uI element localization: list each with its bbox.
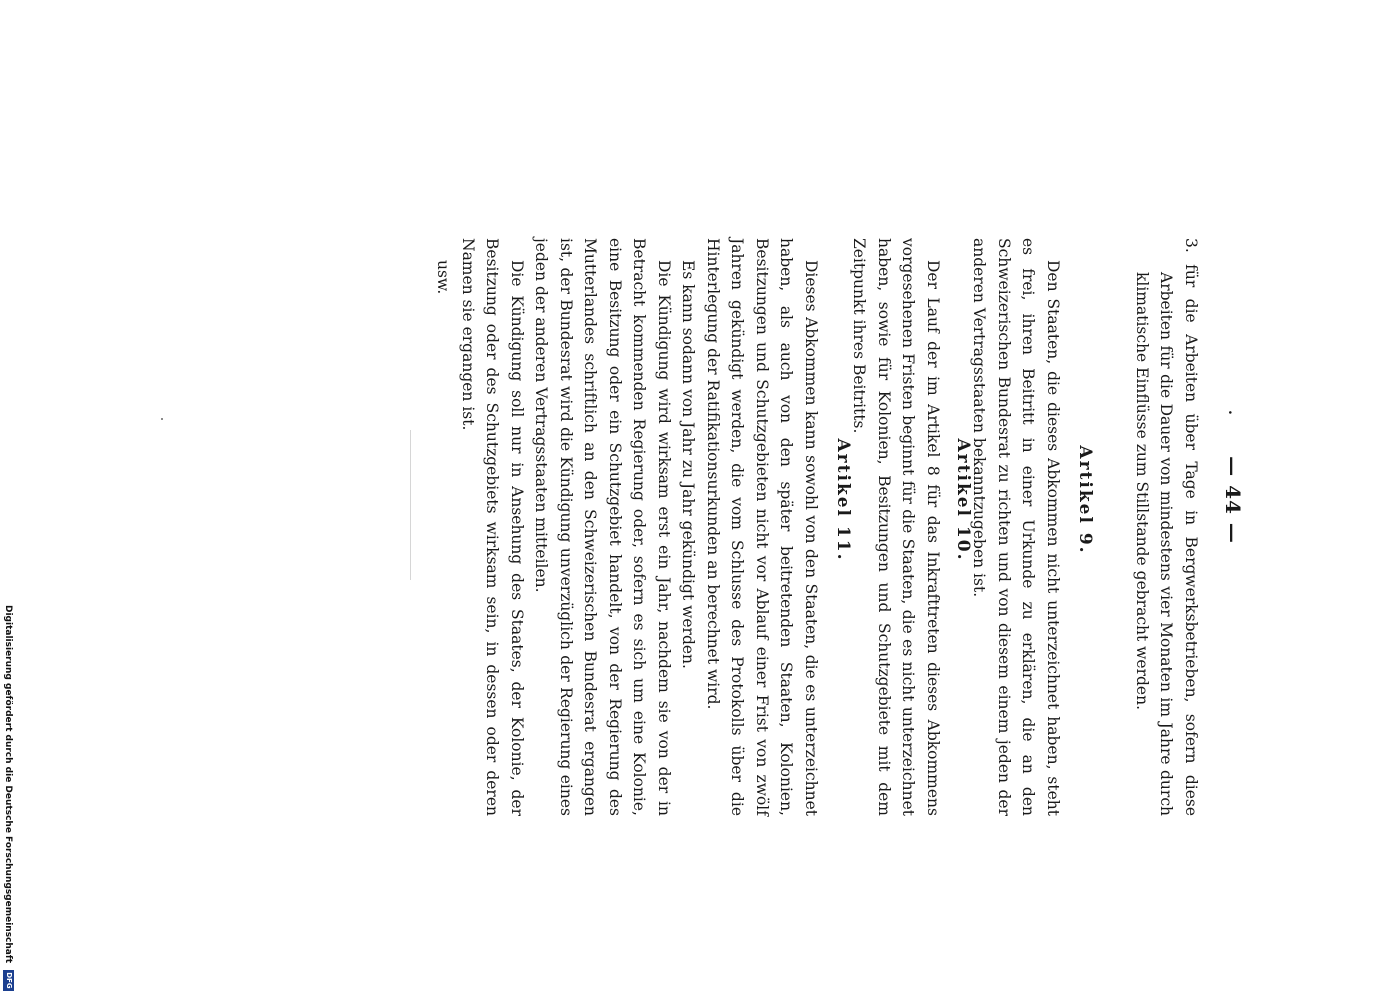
digitization-credit-text: Digitalisierung gefördert durch die Deutsche Forschungsgemeinschaft	[3, 605, 13, 964]
artikel-11-paragraph-2: Es kann sodann von Jahr zu Jahr gekündigt werden.	[679, 260, 698, 669]
list-item-3: 3. für die Arbeiten über Tage in Bergwerksbetrieben, sofern diese Arbeiten für die Dauer von mindestens vier Monaten im Jahre durch klimatische Einflüsse zum Stillstande gebracht werden.	[1133, 238, 1200, 816]
artikel-11-paragraph-4: Die Kündigung soll nur in Ansehung des Staates, der Kolonie, der Besitzung oder des Schutzgebiets wirksam sein, in dessen oder deren Namen sie ergangen ist.	[459, 238, 526, 816]
heading-artikel-11: Artikel 11.	[833, 438, 853, 562]
artikel-9-paragraph: Den Staaten, die dieses Abkommen nicht unterzeichnet haben, steht es frei, ihren Beitritt in einer Urkunde zu erklären, die an den Schweizerischen Bundesrat zu richten und von diesem einem jeden der anderen Vertragsstaaten bekanntzugeben ist.	[970, 238, 1062, 816]
dfg-logo: DFG	[5, 972, 13, 989]
usw-line: usw.	[434, 260, 453, 295]
heading-artikel-10: Artikel 10.	[953, 438, 973, 562]
heading-artikel-9: Artikel 9.	[1075, 445, 1095, 555]
artikel-10-text-block	[847, 238, 945, 816]
faint-scan-rule	[410, 430, 411, 580]
scan-speck	[161, 418, 163, 420]
artikel-11-paragraph-3: Die Kündigung wird wirksam erst ein Jahr, nachdem sie von der in Betracht kommenden Regierung oder, sofern es sich um eine Kolonie, eine Besitzung oder ein Schutzgebiet handelt, von der Regierung des Mutterlandes schriftlich an den Schweizerischen Bundesrat ergangen ist, der Bundesrat wird die Kündigung unverzüglich der Regierung eines jeden der anderen Vertragsstaaten mitteilen.	[532, 238, 673, 816]
artikel-9-text-block	[967, 238, 1065, 816]
page-dot: .	[1225, 410, 1241, 416]
artikel-10-paragraph: Der Lauf der im Artikel 8 für das Inkrafttreten dieses Abkommens vorgesehenen Fristen beginnt für die Staaten, die es nicht unterzeichnet haben, sowie für Kolonien, Besitzungen und Schutzgebiete mit dem Zeitpunkt ihres Beitritts.	[850, 238, 942, 816]
digitization-credit-strip	[0, 0, 14, 1000]
artikel-11-paragraph-1: Dieses Abkommen kann sowohl von den Staaten, die es unterzeichnet haben, als auch von den später beitretenden Staaten, Kolonien, Besitzungen und Schutzgebieten nicht vor Ablauf einer Frist von zwölf Jahren gekündigt werden, die vom Schlusse des Protokolls über die Hinterlegung der Ratifikationsurkunden an berechnet wird.	[704, 238, 820, 816]
page-header	[1221, 0, 1245, 1000]
page-number: — 44 —	[1221, 456, 1245, 544]
item-3-block	[1130, 238, 1204, 816]
artikel-11-text-block	[431, 238, 823, 816]
